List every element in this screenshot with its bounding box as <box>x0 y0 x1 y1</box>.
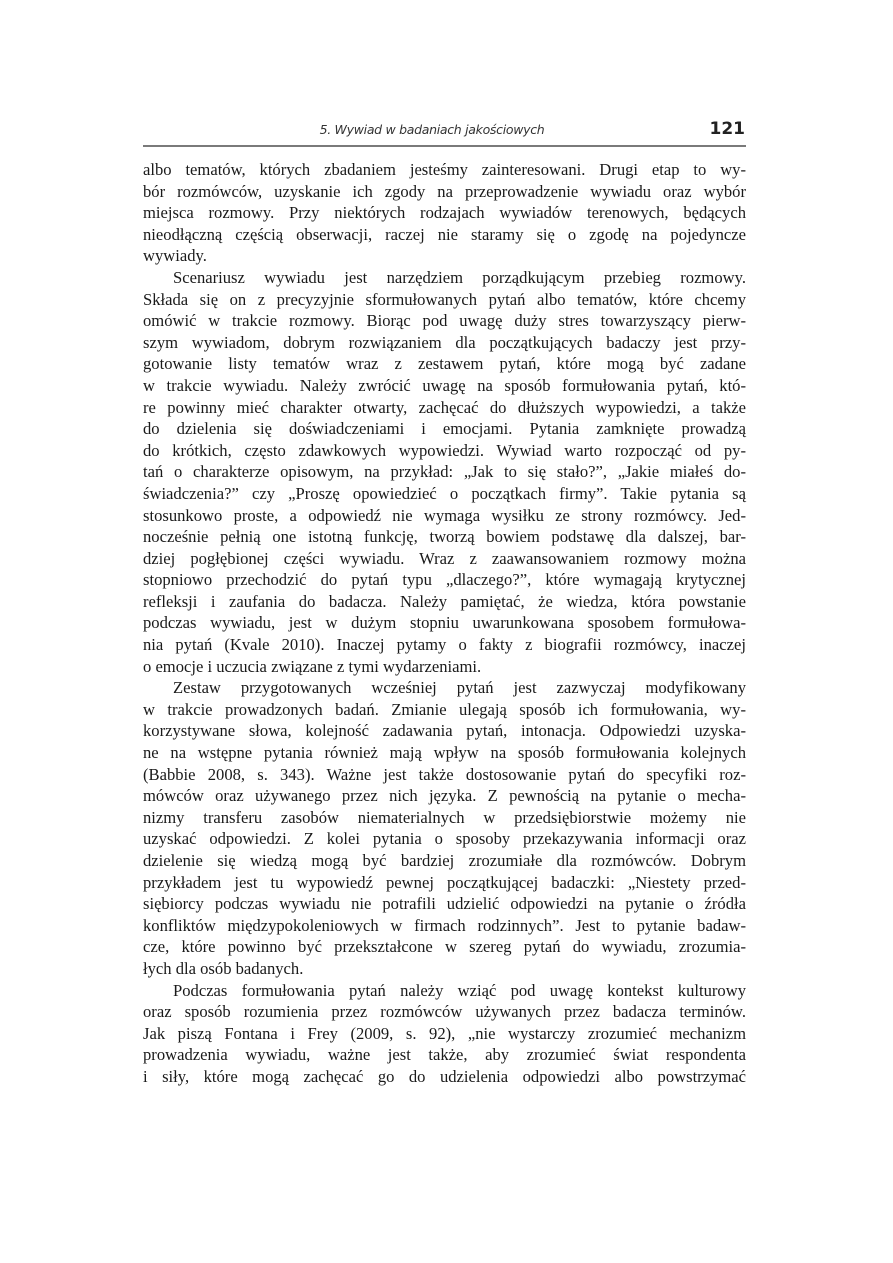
text-line: w trakcie prowadzonych badań. Zmianie ulegają sposób ich formułowania, wy- <box>143 699 746 719</box>
text-line: uzyskać odpowiedzi. Z kolei pytania o sposoby przekazywania informacji oraz <box>143 829 746 849</box>
text-line: nia pytań (Kvale 2010). Inaczej pytamy o fakty z biografii rozmówcy, inaczej <box>143 635 746 655</box>
text-line: oraz sposób rozumienia przez rozmówców używanych przez badacza terminów. <box>143 1002 746 1022</box>
text-line: i siły, które mogą zachęcać go do udzielenia odpowiedzi albo powstrzymać <box>143 1066 746 1086</box>
text-line: gotowanie listy tematów wraz z zestawem pytań, które mogą być zadane <box>143 354 746 374</box>
chapter-title: 5. Wywiad w badaniach jakościowych <box>319 122 545 137</box>
text-line: mówców oraz używanego przez nich języka. Z pewnością na pytanie o mecha- <box>143 786 746 806</box>
text-line: Scenariusz wywiadu jest narzędziem porządkującym przebieg rozmowy. <box>173 267 746 287</box>
text-line: refleksji i zaufania do badacza. Należy pamiętać, że wiedza, która powstanie <box>143 591 746 611</box>
header-rule <box>143 145 746 147</box>
text-line: tań o charakterze opisowym, na przykład: „Jak to się stało?”, „Jakie miałeś do- <box>143 462 746 482</box>
text-line: bór rozmówców, uzyskanie ich zgody na przeprowadzenie wywiadu oraz wybór <box>143 181 746 201</box>
body-text <box>143 159 746 1088</box>
text-line: podczas wywiadu, jest w dużym stopniu uwarunkowana sposobem formułowa- <box>143 613 746 633</box>
text-line: konfliktów międzypokoleniowych w firmach rodzinnych”. Jest to pytanie badaw- <box>143 915 746 935</box>
text-line: szym wywiadom, dobrym rozwiązaniem dla początkujących badaczy jest przy- <box>143 332 746 352</box>
paragraph <box>143 267 746 677</box>
running-header <box>143 119 745 143</box>
text-line: cze, które powinno być przekształcone w szereg pytań do wywiadu, zrozumia- <box>143 937 746 957</box>
text-line: o emocje i uczucia związane z tymi wydarzeniami. <box>143 656 482 676</box>
text-line: do krótkich, często zdawkowych wypowiedzi. Wywiad warto rozpocząć od py- <box>143 440 746 460</box>
paragraph <box>143 159 746 267</box>
text-line: miejsca rozmowy. Przy niektórych rodzajach wywiadów terenowych, będących <box>143 203 746 223</box>
text-line: stopniowo przechodzić do pytań typu „dlaczego?”, które wymagają krytycznej <box>143 570 746 590</box>
text-line: siębiorcy podczas wywiadu nie potrafili udzielić odpowiedzi na pytanie o źródła <box>143 894 746 914</box>
page-number: 121 <box>709 119 745 139</box>
paragraph <box>143 677 746 979</box>
text-line: Składa się on z precyzyjnie sformułowanych pytań albo tematów, które chcemy <box>143 289 746 309</box>
text-line: Jak piszą Fontana i Frey (2009, s. 92), „nie wystarczy zrozumieć mechanizm <box>143 1023 746 1043</box>
text-line: przykładem jest tu wypowiedź pewnej początkującej badaczki: „Niestety przed- <box>143 872 746 892</box>
text-line: dziej pogłębionej części wywiadu. Wraz z zaawansowaniem rozmowy można <box>143 548 746 568</box>
text-line: albo tematów, których zbadaniem jesteśmy zainteresowani. Drugi etap to wy- <box>143 160 746 179</box>
text-line: łych dla osób badanych. <box>143 958 304 978</box>
text-line: do dzielenia się doświadczeniami i emocjami. Pytania zamknięte prowadzą <box>143 419 746 439</box>
text-line: świadczenia?” czy „Proszę opowiedzieć o początkach firmy”. Takie pytania są <box>143 483 746 503</box>
text-line: wywiady. <box>143 246 207 266</box>
text-line: ne na wstępne pytania również mają wpływ na sposób formułowania kolejnych <box>143 743 746 763</box>
text-line: nizmy transferu zasobów niematerialnych w przedsiębiorstwie możemy nie <box>143 807 746 827</box>
text-line: nieodłączną częścią obserwacji, raczej nie staramy się o zgodę na pojedyncze <box>143 224 746 244</box>
text-line: prowadzenia wywiadu, ważne jest także, aby zrozumieć świat respondenta <box>143 1045 746 1065</box>
text-line: w trakcie wywiadu. Należy zwrócić uwagę na sposób formułowania pytań, któ- <box>143 375 746 395</box>
text-line: (Babbie 2008, s. 343). Ważne jest także dostosowanie pytań do specyfiki roz- <box>143 764 746 784</box>
text-line: Zestaw przygotowanych wcześniej pytań jest zazwyczaj modyfikowany <box>173 678 746 698</box>
text-line: dzielenie się wiedzą mogą być bardziej zrozumiałe dla rozmówców. Dobrym <box>143 851 746 870</box>
text-line: omówić w trakcie rozmowy. Biorąc pod uwagę duży stres towarzyszący pierw- <box>143 311 746 331</box>
text-line: korzystywane słowa, kolejność zadawania pytań, intonacja. Odpowiedzi uzyska- <box>143 721 746 741</box>
paragraph <box>143 980 746 1088</box>
text-line: nocześnie pełnią one istotną funkcję, tworzą bowiem podstawę dla dalszej, bar- <box>143 527 746 547</box>
text-line: Podczas formułowania pytań należy wziąć pod uwagę kontekst kulturowy <box>173 980 746 1000</box>
text-line: stosunkowo proste, a odpowiedź nie wymaga wysiłku ze strony rozmówcy. Jed- <box>143 505 746 525</box>
text-line: re powinny mieć charakter otwarty, zachęcać do dłuższych wypowiedzi, a także <box>143 397 746 417</box>
